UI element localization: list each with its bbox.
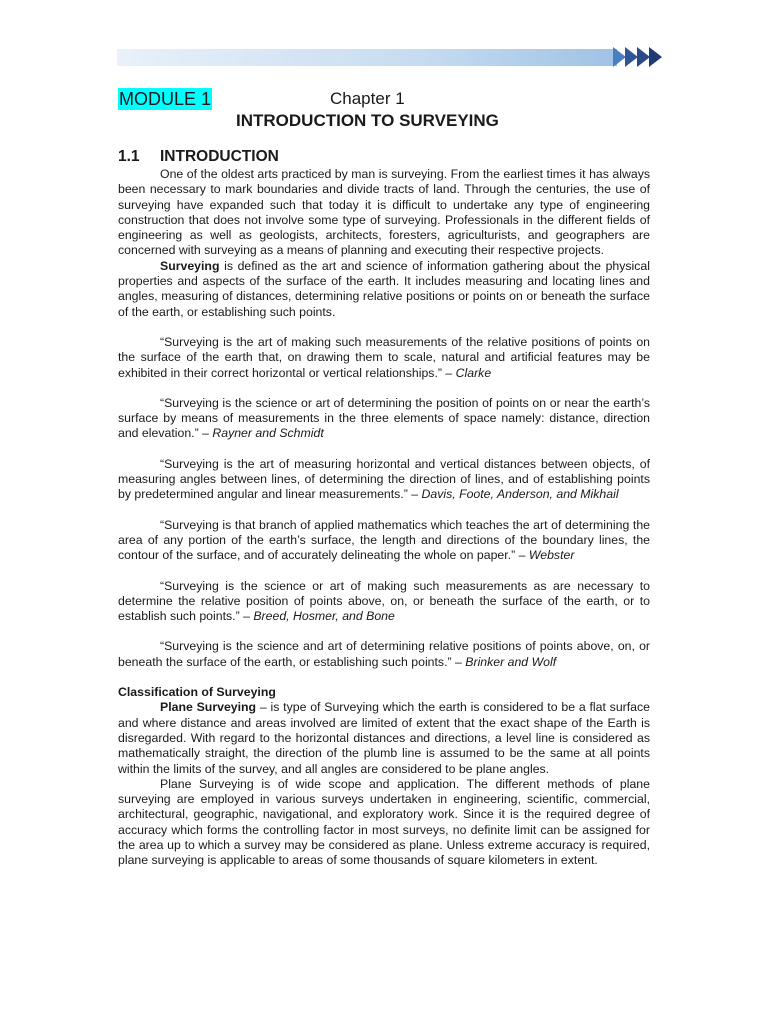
section-title: INTRODUCTION: [160, 148, 279, 165]
quote-text: “Surveying is the science or art of determining the position of points on or near the earth’s surface by means of measurements in the three elements of space namely: distance, direction and elevation.” –: [118, 395, 650, 441]
header-banner: [117, 47, 657, 68]
definition-term: Surveying: [160, 258, 220, 273]
quote-text: “Surveying is the art of measuring horizontal and vertical distances between objects, of measuring angles between lines, of determining the direction of lines, and of establishing points by predetermined angular and linear measurements.” –: [118, 456, 650, 502]
section-heading: [118, 147, 650, 167]
banner-bar: [117, 49, 617, 66]
quote-paragraph: [118, 457, 650, 503]
page-title: INTRODUCTION TO SURVEYING: [236, 111, 499, 130]
section-number: 1.1: [118, 148, 140, 165]
subsection-heading: Classification of Surveying: [118, 685, 276, 700]
quote-paragraph: [118, 396, 650, 442]
quote-author: Breed, Hosmer, and Bone: [253, 609, 395, 624]
plane-surveying-paragraph: [118, 700, 650, 776]
definition-paragraph: [118, 259, 650, 320]
plane-surveying-term: Plane Surveying: [160, 700, 257, 715]
quote-author: Rayner and Schmidt: [212, 426, 324, 441]
quote-paragraph: [118, 639, 650, 670]
quote-text: “Surveying is that branch of applied mathematics which teaches the art of determining the area of any portion of the earth’s surface, the length and directions of the boundary lines, the contour of the surface, and of accurately delineating the whole on paper.” –: [118, 517, 650, 563]
plane-surveying-scope-paragraph: Plane Surveying is of wide scope and application. The different methods of plane surveying are employed in various surveys undertaken in engineering, scientific, commercial, architectural, geographic, navigational, and exploratory work. Since it is the required degree of accuracy which forms the controlling factor in most surveys, no definite limit can be assigned for the area up to which a survey may be considered as plane. Unless extreme accuracy is required, plane surveying is applicable to areas of some thousands of square kilometers in extent.: [118, 776, 650, 868]
quote-author: Clarke: [455, 365, 492, 380]
module-label: MODULE 1: [119, 89, 212, 109]
quote-paragraph: [118, 335, 650, 381]
quote-author: Davis, Foote, Anderson, and Mikhail: [421, 487, 619, 502]
document-body: [118, 147, 650, 869]
quote-author: Webster: [528, 548, 575, 563]
quote-text: “Surveying is the art of making such measurements of the relative positions of points on the surface of the earth that, on drawing them to scale, natural and artificial features may be exhibited in their correct horizontal or vertical relationships.” –: [118, 334, 650, 380]
intro-paragraph: One of the oldest arts practiced by man is surveying. From the earliest times it has always been necessary to mark boundaries and divide tracts of land. Through the centuries, the use of surveying have expanded such that today it is difficult to undertake any type of engineering construction that does not involve some type of surveying. Professionals in the different fields of engineering as well as geologists, architects, foresters, agriculturists, and geographers are concerned with surveying as a means of planning and executing their respective projects.: [118, 167, 650, 258]
chapter-label: Chapter 1: [330, 89, 405, 108]
quote-paragraph: [118, 518, 650, 564]
plane-surveying-text: – is type of Surveying which the earth is considered to be a flat surface and where distance and areas involved are limited of extent that the exact shape of the Earth is disregarded. With regard to the horizontal distances and directions, a level line is considered as mathematically straight, the direction of the plumb line is assumed to be the same at all points within the limits of the survey, and all angles are considered to be plane angles.: [118, 700, 650, 776]
definition-text: is defined as the art and science of information gathering about the physical properties and aspects of the surface of the earth. It includes measuring and locating lines and angles, measuring of distances, determining relative positions or points on or beneath the surface of the earth, or establishing such points.: [118, 258, 650, 319]
quote-author: Brinker and Wolf: [465, 654, 557, 669]
quote-text: “Surveying is the science or art of making such measurements as are necessary to determine the relative position of points above, on, or beneath the surface of the earth, or to establish such points.” –: [118, 578, 650, 624]
chevron-icon: [649, 47, 662, 67]
quote-paragraph: [118, 579, 650, 625]
quote-text: “Surveying is the science and art of determining relative positions of points above, on, or beneath the surface of the earth, or establishing such points.” –: [118, 639, 650, 669]
